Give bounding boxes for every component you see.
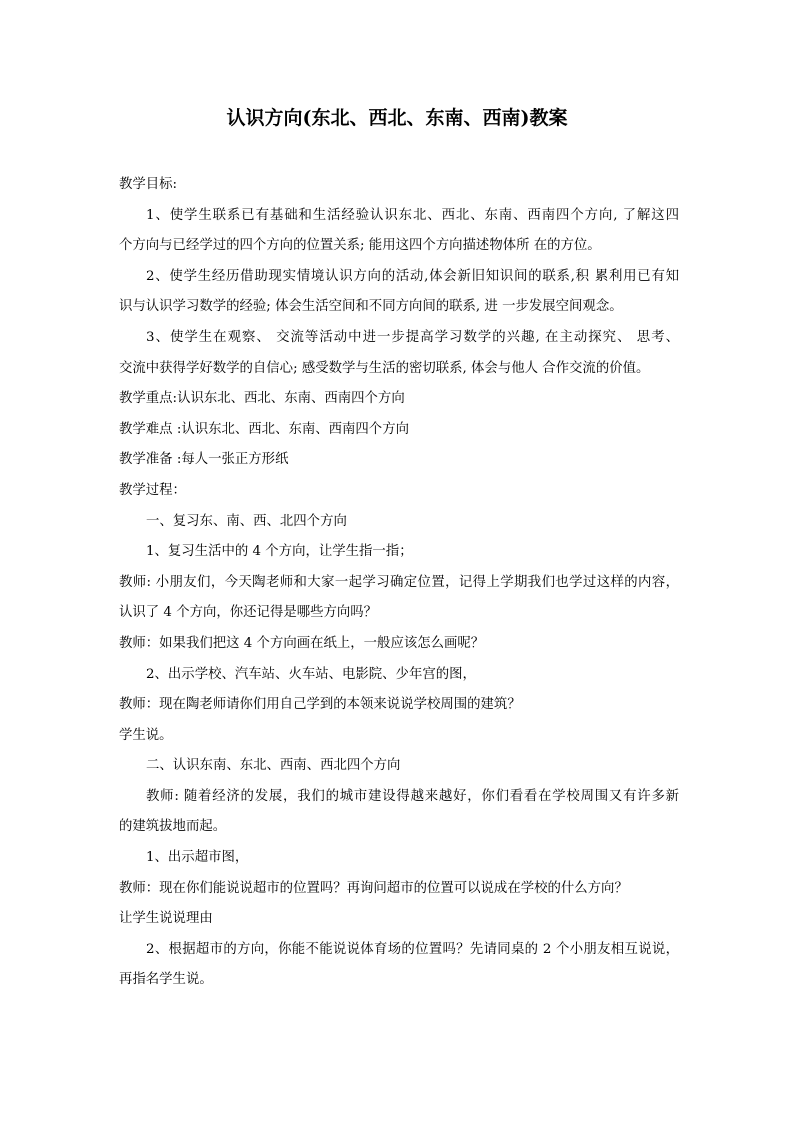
objective-3-line-2: 交流中获得学好数学的自信心; 感受数学与生活的密切联系, 体会与他人 合作交流的价值。 bbox=[119, 360, 650, 376]
teacher-line-5: 教师：现在你们能说说超市的位置吗？再询问超市的位置可以说成在学校的什么方向？ bbox=[119, 880, 628, 896]
part-1-step-1: 1、复习生活中的 4 个方向，让学生指一指； bbox=[146, 544, 413, 560]
teacher-line-1-cont: 认识了 4 个方向，你还记得是哪些方向吗？ bbox=[119, 605, 378, 621]
teacher-line-4-cont: 的建筑拔地而起。 bbox=[119, 819, 227, 835]
objective-2-line-1: 2、使学生经历借助现实情境认识方向的活动,体会新旧知识间的联系,积 累利用已有知 bbox=[146, 268, 679, 284]
teacher-line-3: 教师：现在陶老师请你们用自己学到的本领来说说学校周围的建筑？ bbox=[119, 697, 521, 713]
students-say: 学生说。 bbox=[119, 727, 173, 743]
document-body bbox=[119, 170, 679, 996]
objective-1-line-1: 1、使学生联系已有基础和生活经验认识东北、西北、东南、西南四个方向, 了解这四 bbox=[146, 207, 679, 223]
teacher-line-4: 教师: 随着经济的发展，我们的城市建设得越来越好，你们看看在学校周围又有许多新 bbox=[146, 788, 679, 804]
part-2-heading: 二、认识东南、东北、西南、西北四个方向 bbox=[146, 758, 401, 774]
part-2-step-1: 1、出示超市图， bbox=[146, 850, 249, 866]
part-1-step-2: 2、出示学校、汽车站、火车站、电影院、少年宫的图， bbox=[146, 666, 476, 682]
teaching-preparation: 教学准备 :每人一张正方形纸 bbox=[119, 452, 289, 468]
teacher-line-2: 教师：如果我们把这 4 个方向画在纸上，一般应该怎么画呢？ bbox=[119, 635, 485, 651]
part-2-step-2-cont: 再指名学生说。 bbox=[119, 972, 213, 988]
objective-3-line-1: 3、使学生在观察、 交流等活动中进一步提高学习数学的兴趣, 在主动探究、 思考、 bbox=[146, 329, 679, 345]
objective-1-line-2: 个方向与已经学过的四个方向的位置关系; 能用这四个方向描述物体所 在的方位。 bbox=[119, 238, 601, 254]
part-2-step-2: 2、根据超市的方向，你能不能说说体育场的位置吗？先请同桌的 2 个小朋友相互说说， bbox=[146, 941, 679, 957]
students-explain: 让学生说说理由 bbox=[119, 911, 213, 927]
teacher-line-1: 教师: 小朋友们，今天陶老师和大家一起学习确定位置，记得上学期我们也学过这样的内容， bbox=[119, 574, 679, 590]
teaching-focus: 教学重点:认识东北、西北、东南、西南四个方向 bbox=[119, 391, 405, 407]
section-heading-objectives: 教学目标: bbox=[119, 177, 178, 192]
teaching-difficulty: 教学难点 :认识东北、西北、东南、西南四个方向 bbox=[119, 421, 409, 437]
document-title: 认识方向(东北、西北、东南、西南)教案 bbox=[226, 107, 568, 129]
section-heading-process: 教学过程： bbox=[119, 482, 186, 498]
part-1-heading: 一、复习东、南、西、北四个方向 bbox=[146, 513, 347, 529]
objective-2-line-2: 识与认识学习数学的经验; 体会生活空间和不同方向间的联系, 进 一步发展空间观念。 bbox=[119, 299, 623, 315]
